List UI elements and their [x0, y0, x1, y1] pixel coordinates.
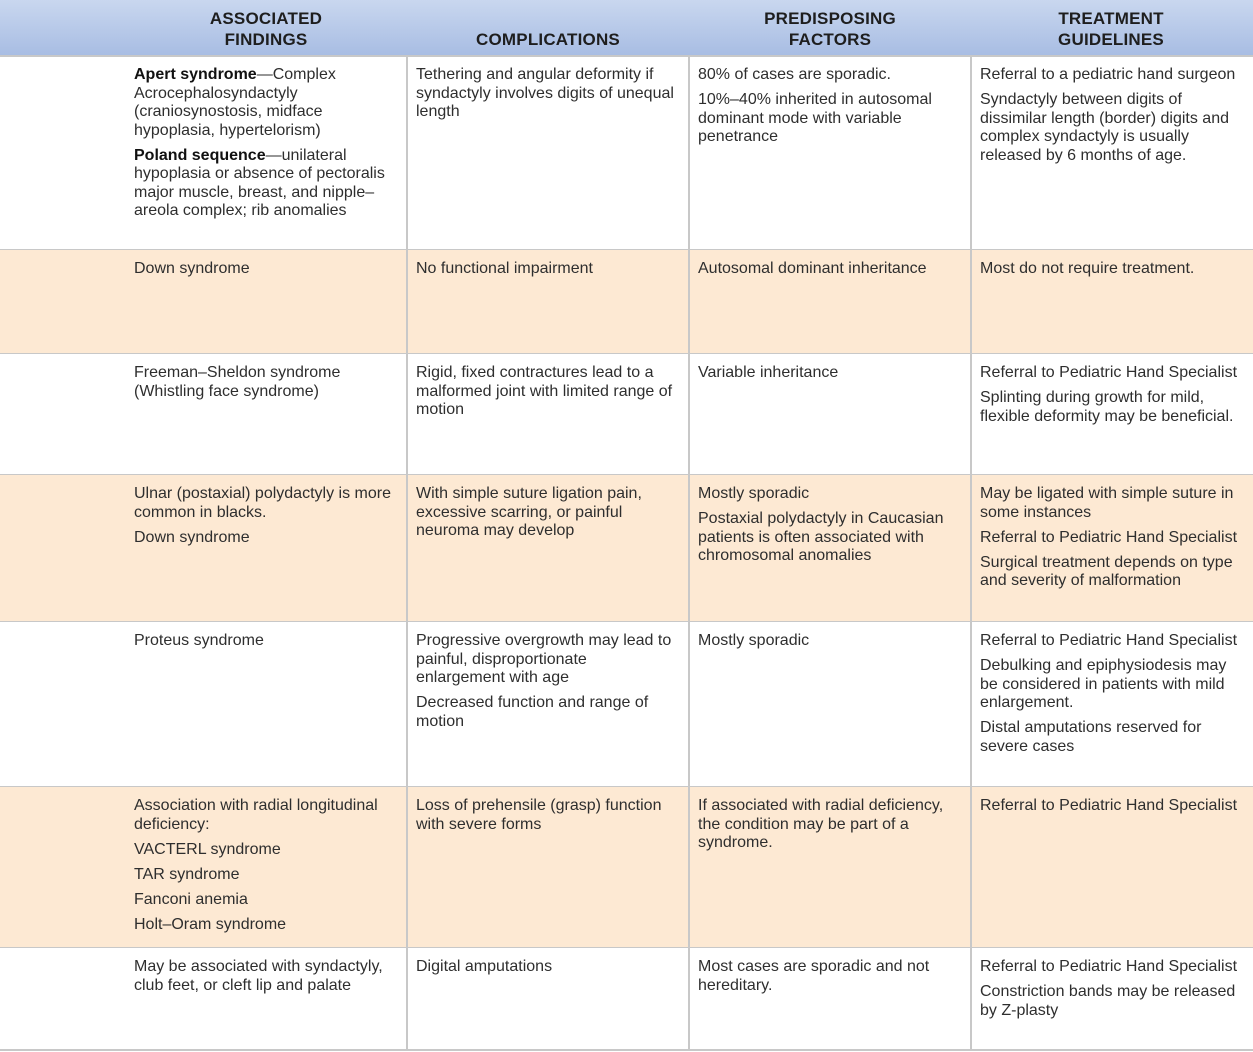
cell-text: Down syndrome — [134, 528, 250, 546]
cell-text: VACTERL syndrome — [134, 840, 281, 858]
cell-paragraph — [134, 958, 396, 995]
cell-complications — [416, 66, 680, 128]
header-complications — [412, 0, 684, 55]
cell-paragraph — [134, 260, 396, 279]
cell-paragraph: May be ligated with simple suture in some instances — [980, 485, 1234, 521]
table-row — [0, 354, 1253, 475]
cell-treatment — [980, 797, 1242, 822]
cell-paragraph: Digital amputations — [416, 958, 553, 975]
header-text: ASSOCIATED — [209, 9, 323, 28]
cell-text: Down syndrome — [134, 260, 250, 277]
cell-paragraph: If associated with radial deficiency, the condition may be part of a syndrome. — [698, 797, 944, 851]
cell-paragraph: Splinting during growth for mild, flexible deformity may be beneficial. — [980, 389, 1234, 425]
cell-predisposing — [698, 364, 962, 389]
cell-text: Ulnar (postaxial) polydactyly is more common in blacks. — [134, 485, 391, 521]
cell-paragraph: 10%–40% inherited in autosomal dominant mode with variable penetrance — [698, 91, 932, 145]
cell-complications — [416, 958, 680, 983]
cell-paragraph: No functional impairment — [416, 260, 593, 277]
cell-paragraph — [134, 364, 396, 401]
cell-paragraph: Constriction bands may be released by Z-plasty — [980, 983, 1236, 1019]
cell-treatment — [980, 260, 1242, 285]
cell-findings — [134, 632, 396, 657]
cell-paragraph: Postaxial polydactyly in Caucasian patients is often associated with chromosomal anomalies — [698, 510, 944, 564]
cell-paragraph: Syndactyly between digits of dissimilar length (border) digits and complex syndactyly is usually released by 6 months of age. — [980, 91, 1229, 164]
cell-findings — [134, 260, 396, 285]
cell-findings — [134, 364, 396, 408]
cell-paragraph — [134, 66, 396, 140]
cell-paragraph: Debulking and epiphysiodesis may be considered in patients with mild enlargement. — [980, 657, 1227, 711]
table-row — [0, 948, 1253, 1050]
header-divider — [0, 55, 1253, 57]
cell-complications — [416, 485, 680, 547]
cell-treatment — [980, 958, 1242, 1027]
syndrome-name: Apert syndrome — [134, 66, 257, 83]
cell-paragraph: With simple suture ligation pain, excessive scarring, or painful neuroma may develop — [416, 485, 642, 539]
cell-paragraph: Referral to Pediatric Hand Specialist — [980, 364, 1238, 381]
cell-paragraph — [134, 147, 396, 221]
cell-paragraph — [134, 797, 396, 834]
syndrome-name: Poland sequence — [134, 146, 266, 164]
cell-paragraph: Progressive overgrowth may lead to painful, disproportionate enlargement with age — [416, 632, 672, 686]
table-row — [0, 622, 1253, 787]
cell-paragraph: 80% of cases are sporadic. — [698, 66, 891, 83]
cell-findings — [134, 958, 396, 1002]
table-row — [0, 475, 1253, 622]
cell-predisposing — [698, 66, 962, 153]
header-treatment-guidelines — [976, 0, 1246, 55]
cell-paragraph — [134, 529, 396, 548]
cell-paragraph: Decreased function and range of motion — [416, 694, 649, 730]
cell-text: —Complex Acrocephalosyndactyly (craniosynostosis, midface hypoplasia, hypertelorism) — [134, 66, 336, 139]
table-header — [0, 0, 1253, 55]
header-associated-findings — [130, 0, 402, 55]
cell-complications — [416, 632, 680, 738]
header-predisposing-factors — [694, 0, 966, 55]
cell-text: May be associated with syndactyly, club feet, or cleft lip and palate — [134, 958, 383, 994]
cell-paragraph: Referral to Pediatric Hand Specialist — [980, 797, 1238, 814]
cell-paragraph — [134, 891, 396, 910]
cell-paragraph — [134, 916, 396, 935]
cell-findings — [134, 797, 396, 941]
cell-text: Freeman–Sheldon syndrome (Whistling face syndrome) — [134, 364, 341, 400]
cell-treatment — [980, 632, 1242, 763]
cell-paragraph: Tethering and angular deformity if syndactyly involves digits of unequal length — [416, 66, 674, 120]
header-text: FACTORS — [788, 30, 872, 49]
cell-complications — [416, 797, 680, 841]
cell-paragraph: Distal amputations reserved for severe cases — [980, 719, 1202, 755]
cell-treatment — [980, 364, 1242, 433]
cell-text: Fanconi anemia — [134, 890, 248, 908]
header-text: PREDISPOSING — [764, 9, 896, 28]
row-divider — [0, 1049, 1253, 1051]
cell-paragraph: Referral to Pediatric Hand Specialist — [980, 528, 1238, 546]
column-divider — [688, 56, 690, 1050]
cell-paragraph: Surgical treatment depends on type and severity of malformation — [980, 553, 1233, 589]
cell-findings — [134, 485, 396, 554]
cell-predisposing — [698, 958, 962, 1002]
cell-paragraph: Mostly sporadic — [698, 632, 810, 649]
cell-text: TAR syndrome — [134, 865, 240, 883]
table-row — [0, 787, 1253, 948]
cell-complications — [416, 364, 680, 426]
header-text: FINDINGS — [224, 30, 308, 49]
header-text: GUIDELINES — [1058, 30, 1164, 49]
cell-paragraph — [134, 485, 396, 522]
cell-paragraph — [134, 841, 396, 860]
table-row — [0, 56, 1253, 250]
cell-predisposing — [698, 632, 962, 657]
cell-text: Proteus syndrome — [134, 632, 264, 649]
cell-text: Holt–Oram syndrome — [134, 915, 287, 933]
cell-treatment — [980, 66, 1242, 172]
column-divider — [406, 56, 408, 1050]
header-text: TREATMENT — [1058, 9, 1164, 28]
cell-paragraph: Autosomal dominant inheritance — [698, 260, 927, 277]
cell-paragraph: Mostly sporadic — [698, 485, 810, 502]
cell-paragraph: Referral to a pediatric hand surgeon — [980, 66, 1236, 83]
cell-text: —unilateral hypoplasia or absence of pectoralis major muscle, breast, and nipple–areola complex; rib anomalies — [134, 146, 385, 219]
cell-complications — [416, 260, 680, 285]
cell-paragraph: Most cases are sporadic and not hereditary. — [698, 958, 930, 994]
header-text: COMPLICATIONS — [476, 30, 620, 49]
cell-paragraph — [134, 866, 396, 885]
cell-paragraph: Loss of prehensile (grasp) function with severe forms — [416, 797, 662, 833]
cell-paragraph: Rigid, fixed contractures lead to a malformed joint with limited range of motion — [416, 364, 673, 418]
column-divider — [970, 56, 972, 1050]
cell-paragraph — [134, 632, 396, 651]
cell-paragraph: Most do not require treatment. — [980, 260, 1195, 277]
cell-paragraph: Referral to Pediatric Hand Specialist — [980, 632, 1238, 649]
cell-predisposing — [698, 485, 962, 572]
cell-paragraph: Variable inheritance — [698, 364, 839, 381]
cell-paragraph: Referral to Pediatric Hand Specialist — [980, 958, 1238, 975]
cell-findings — [134, 66, 396, 227]
cell-predisposing — [698, 797, 962, 859]
cell-predisposing — [698, 260, 962, 285]
cell-text: Association with radial longitudinal deficiency: — [134, 797, 378, 833]
cell-treatment — [980, 485, 1242, 597]
table-row — [0, 250, 1253, 354]
